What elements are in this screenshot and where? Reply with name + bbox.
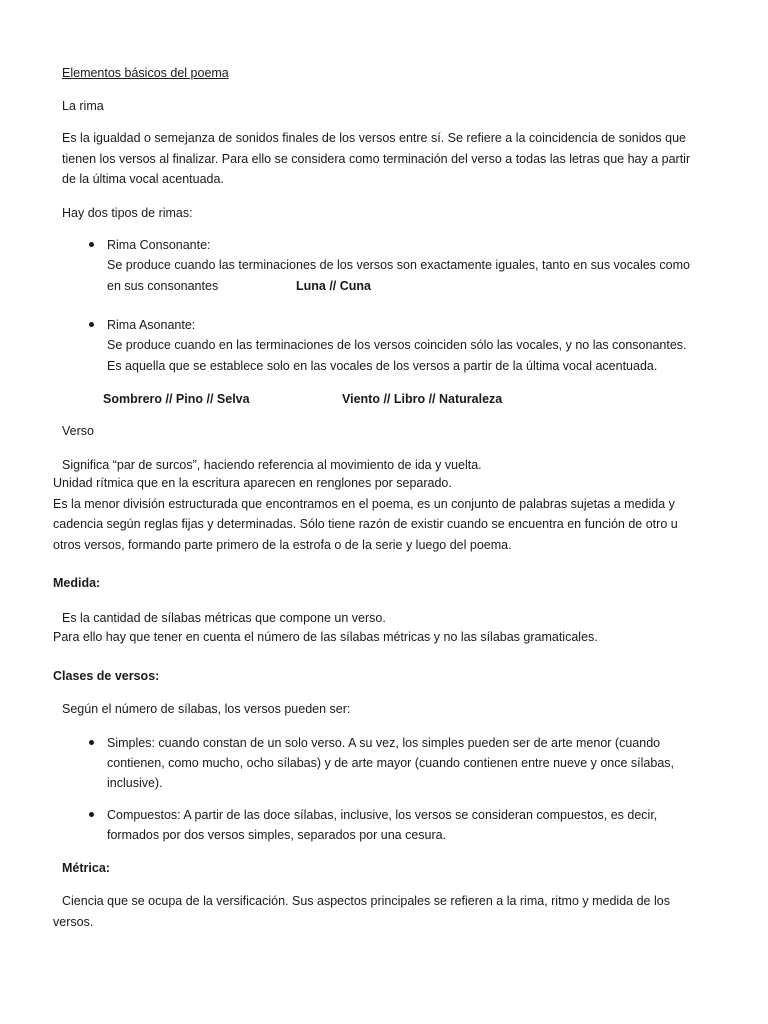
section-heading-medida: Medida: (53, 576, 101, 590)
section-heading-rima: La rima (62, 99, 104, 113)
bullet-icon (89, 740, 94, 745)
rima-consonante-line: en sus consonantes (107, 279, 219, 293)
bullet-icon (89, 812, 94, 817)
rima-paragraph-line: Es la igualdad o semejanza de sonidos finales de los versos entre sí. Se refiere a la coincidencia de sonidos que (62, 131, 686, 145)
rima-consonante-title: Rima Consonante: (107, 238, 211, 252)
bullet-icon (89, 242, 94, 247)
medida-line: Para ello hay que tener en cuenta el número de las sílabas métricas y no las sílabas gramaticales. (53, 630, 598, 644)
rima-asonante-example-2: Viento // Libro // Naturaleza (342, 392, 503, 406)
verso-line: Unidad rítmica que en la escritura aparecen en renglones por separado. (53, 476, 452, 490)
metrica-line: versos. (53, 915, 94, 929)
clases-simples-line: inclusive). (107, 776, 163, 790)
clases-compuestos-line: formados por dos versos simples, separados por una cesura. (107, 828, 447, 842)
rima-asonante-title: Rima Asonante: (107, 318, 196, 332)
clases-intro: Según el número de sílabas, los versos pueden ser: (62, 702, 351, 716)
section-heading-clases: Clases de versos: (53, 669, 160, 683)
clases-compuestos-line: Compuestos: A partir de las doce sílabas, inclusive, los versos se consideran compuestos, es decir, (107, 808, 658, 822)
clases-simples-line: Simples: cuando constan de un solo verso. A su vez, los simples pueden ser de arte menor (cuando (107, 736, 661, 750)
verso-line: Significa “par de surcos”, haciendo referencia al movimiento de ida y vuelta. (62, 458, 482, 472)
rima-consonante-line: Se produce cuando las terminaciones de los versos son exactamente iguales, tanto en sus vocales como (107, 258, 690, 272)
document-title: Elementos básicos del poema (62, 66, 229, 80)
section-heading-metrica: Métrica: (62, 861, 110, 875)
verso-line: Es la menor división estructurada que encontramos en el poema, es un conjunto de palabras sujetas a medida y (53, 497, 675, 511)
rima-paragraph-line: tienen los versos al finalizar. Para ello se considera como terminación del verso a todas las letras que hay a partir (62, 152, 691, 166)
section-heading-verso: Verso (62, 424, 94, 438)
rima-types-intro: Hay dos tipos de rimas: (62, 206, 193, 220)
rima-asonante-example-1: Sombrero // Pino // Selva (103, 392, 250, 406)
verso-line: cadencia según reglas fijas y determinadas. Sólo tiene razón de existir cuando se encuentra en función de otro u (53, 517, 678, 531)
rima-asonante-line: Se produce cuando en las terminaciones de los versos coinciden sólo las vocales, y no las consonantes. (107, 338, 687, 352)
rima-paragraph-line: de la última vocal acentuada. (62, 172, 224, 186)
bullet-icon (89, 322, 94, 327)
verso-line: otros versos, formando parte primero de la estrofa o de la serie y luego del poema. (53, 538, 512, 552)
medida-line: Es la cantidad de sílabas métricas que compone un verso. (62, 611, 386, 625)
metrica-line: Ciencia que se ocupa de la versificación. Sus aspectos principales se refieren a la rima, ritmo y medida de los (62, 894, 670, 908)
rima-asonante-line: Es aquella que se establece solo en las vocales de los versos a partir de la última vocal acentuada. (107, 359, 658, 373)
rima-consonante-example: Luna // Cuna (296, 279, 371, 293)
clases-simples-line: contienen, como mucho, ocho sílabas) y de arte mayor (cuando contienen entre nueve y once sílabas, (107, 756, 674, 770)
